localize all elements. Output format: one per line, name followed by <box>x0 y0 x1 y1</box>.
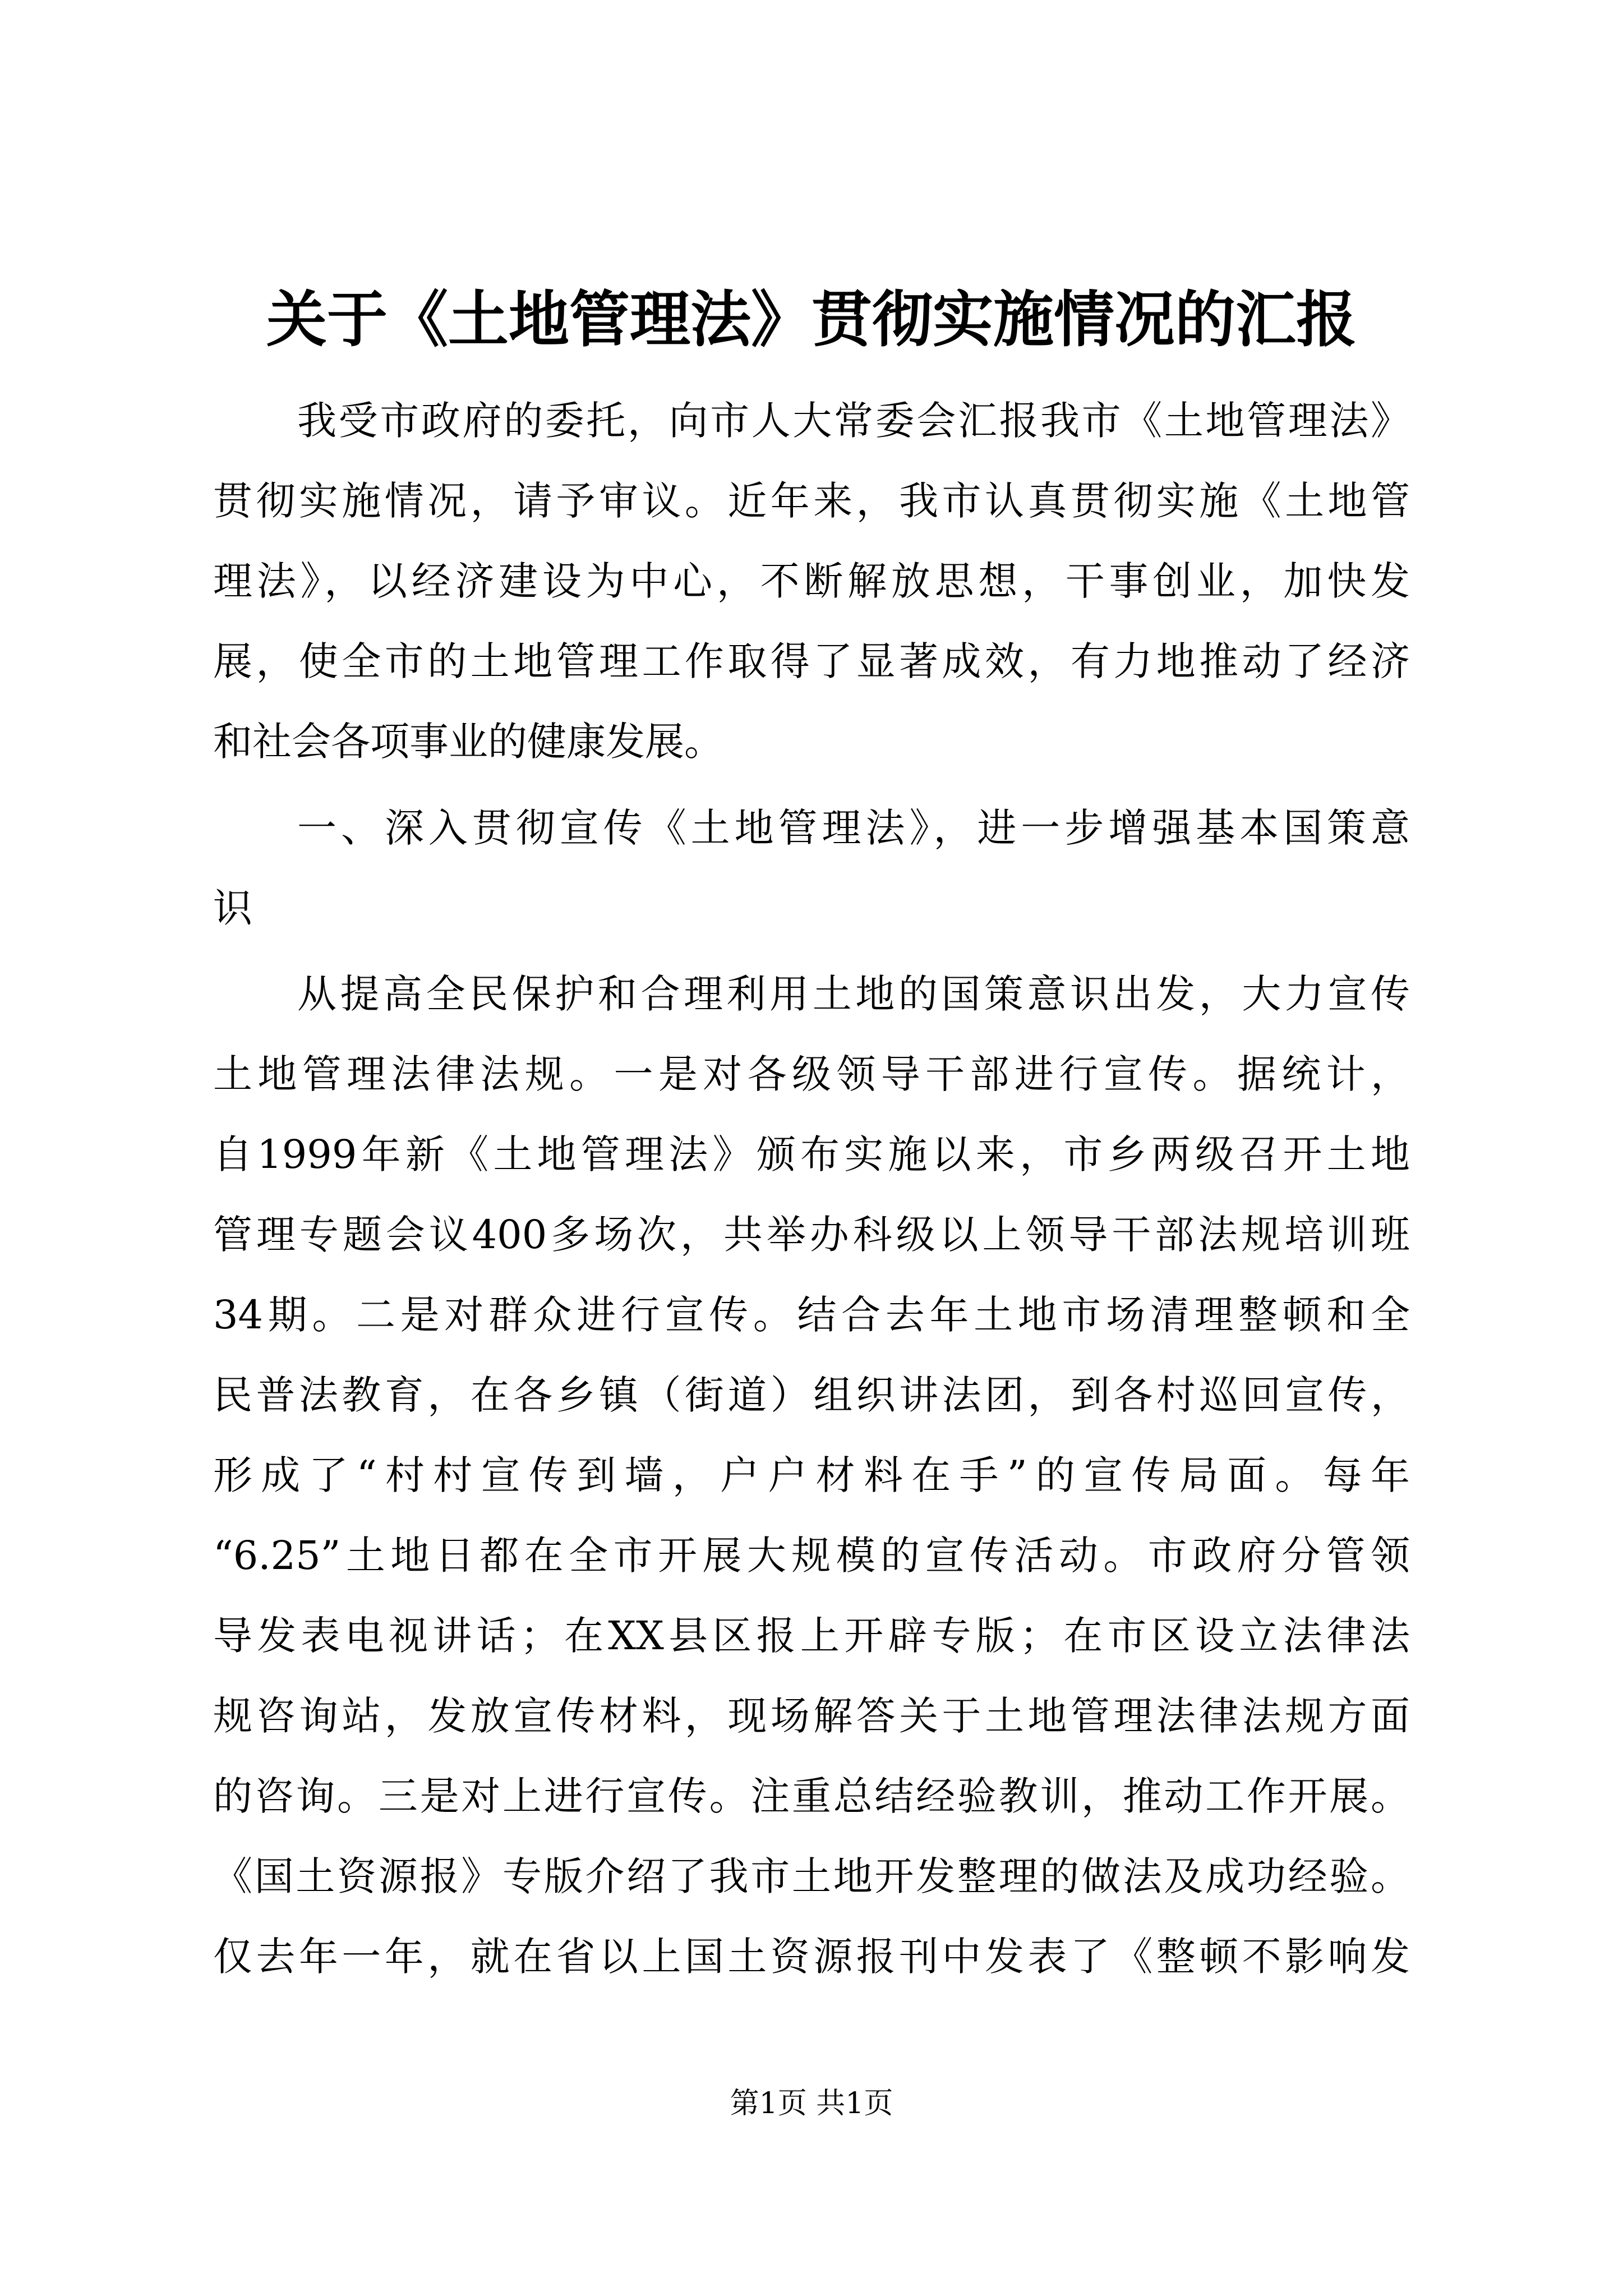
body-line: 自1999年新《土地管理法》颁布实施以来，市乡两级召开土地 <box>213 1131 1410 1177</box>
body-line: 仅去年一年，就在省以上国土资源报刊中发表了《整顿不影响发 <box>213 1934 1410 1980</box>
body-line: 贯彻实施情况，请予审议。近年来，我市认真贯彻实施《土地管 <box>213 478 1410 524</box>
body-line: 民普法教育，在各乡镇（街道）组织讲法团，到各村巡回宣传， <box>213 1372 1410 1418</box>
body-line: 导发表电视讲话；在XX县区报上开辟专版；在市区设立法律法 <box>213 1613 1410 1659</box>
body-line: 《国土资源报》专版介绍了我市土地开发整理的做法及成功经验。 <box>213 1853 1410 1899</box>
body-line: 和社会各项事业的健康发展。 <box>213 719 723 765</box>
body-line: 的咨询。三是对上进行宣传。注重总结经验教训，推动工作开展。 <box>213 1773 1410 1819</box>
body-line: 我受市政府的委托，向市人大常委会汇报我市《土地管理法》 <box>297 398 1410 444</box>
section-heading-line: 识 <box>213 885 252 931</box>
body-line: 形成了“村村宣传到墙，户户材料在手”的宣传局面。每年 <box>213 1452 1410 1498</box>
body-line: 从提高全民保护和合理利用土地的国策意识出发，大力宣传 <box>297 971 1410 1017</box>
body-line: 管理专题会议400多场次，共举办科级以上领导干部法规培训班 <box>213 1212 1410 1258</box>
body-line: 34期。二是对群众进行宣传。结合去年土地市场清理整顿和全 <box>213 1292 1410 1338</box>
page-number-footer: 第1页 共1页 <box>730 2087 893 2120</box>
body-line: “6.25”土地日都在全市开展大规模的宣传活动。市政府分管领 <box>213 1533 1410 1579</box>
body-line: 规咨询站，发放宣传材料，现场解答关于土地管理法律法规方面 <box>213 1693 1410 1739</box>
body-line: 展，使全市的土地管理工作取得了显著成效，有力地推动了经济 <box>213 638 1410 684</box>
document-title: 关于《土地管理法》贯彻实施情况的汇报 <box>266 284 1357 355</box>
section-heading-line: 一、深入贯彻宣传《土地管理法》，进一步增强基本国策意 <box>297 805 1410 851</box>
body-line: 土地管理法律法规。一是对各级领导干部进行宣传。据统计， <box>213 1051 1410 1097</box>
body-line: 理法》，以经济建设为中心，不断解放思想，干事创业，加快发 <box>213 558 1410 604</box>
